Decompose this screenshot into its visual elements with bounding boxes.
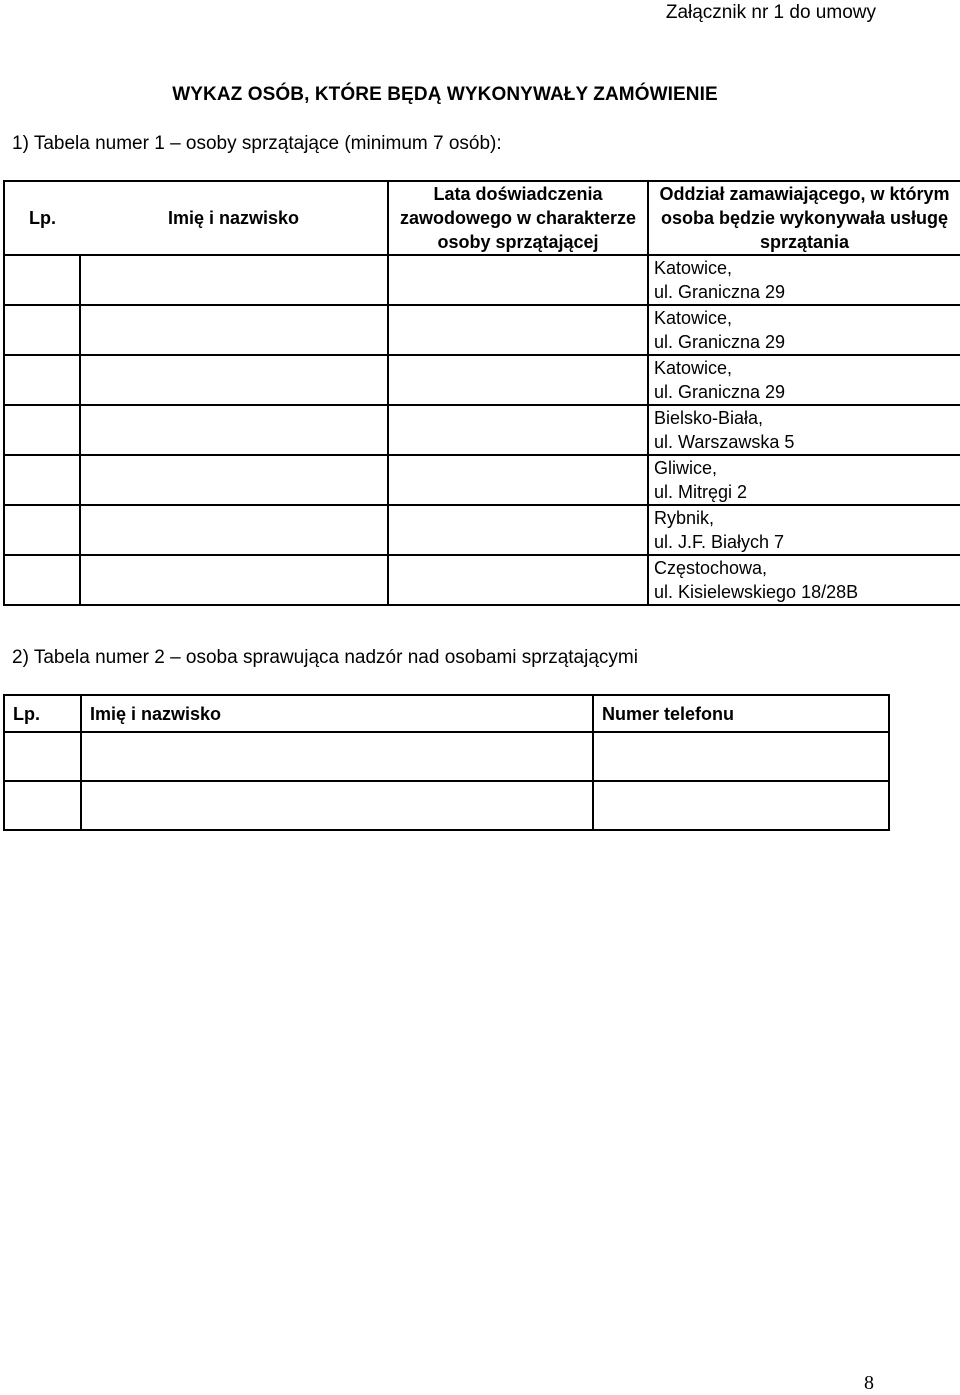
cell-lp[interactable] (4, 455, 80, 505)
annex-label: Załącznik nr 1 do umowy (665, 2, 876, 23)
branch-city: Rybnik, (654, 508, 715, 528)
cell-name[interactable] (81, 781, 593, 830)
cell-name[interactable] (80, 505, 388, 555)
cell-experience[interactable] (388, 255, 648, 305)
branch-city: Częstochowa, (654, 558, 768, 578)
cell-branch (648, 255, 960, 305)
cell-lp[interactable] (4, 555, 80, 605)
cell-name[interactable] (81, 732, 593, 781)
branch-street: ul. Graniczna 29 (654, 382, 786, 402)
cell-branch (648, 555, 960, 605)
cell-lp[interactable] (4, 405, 80, 455)
branch-street: ul. Mitręgi 2 (654, 482, 748, 502)
col-header-name: Imię i nazwisko (80, 181, 388, 255)
table-row (4, 255, 960, 305)
table-row (4, 455, 960, 505)
branch-city: Katowice, (654, 258, 733, 278)
table-row (4, 305, 960, 355)
cell-experience[interactable] (388, 455, 648, 505)
table2-caption: 2) Tabela numer 2 – osoba sprawująca nadzór nad osobami sprzątającymi (12, 647, 638, 668)
table-header-row (4, 181, 960, 255)
cell-lp[interactable] (4, 781, 81, 830)
branch-city: Gliwice, (654, 458, 718, 478)
cell-lp[interactable] (4, 505, 80, 555)
cell-experience[interactable] (388, 405, 648, 455)
supervisor-table (3, 694, 890, 831)
table-row (4, 732, 889, 781)
table-row (4, 555, 960, 605)
cell-branch (648, 305, 960, 355)
branch-street: ul. Graniczna 29 (654, 332, 786, 352)
table-row (4, 505, 960, 555)
branch-city: Bielsko-Biała, (654, 408, 764, 428)
cell-name[interactable] (80, 555, 388, 605)
branch-city: Katowice, (654, 358, 733, 378)
table-header-row (4, 695, 889, 732)
cell-name[interactable] (80, 305, 388, 355)
cell-lp[interactable] (4, 255, 80, 305)
cell-branch (648, 505, 960, 555)
cell-name[interactable] (80, 355, 388, 405)
page-number: 8 (864, 1372, 874, 1394)
branch-street: ul. J.F. Białych 7 (654, 532, 785, 552)
staff-table (3, 180, 960, 606)
branch-street: ul. Warszawska 5 (654, 432, 795, 452)
cell-phone[interactable] (593, 732, 889, 781)
table-row (4, 781, 889, 830)
cell-lp[interactable] (4, 305, 80, 355)
cell-experience[interactable] (388, 305, 648, 355)
cell-experience[interactable] (388, 555, 648, 605)
branch-street: ul. Graniczna 29 (654, 282, 786, 302)
cell-lp[interactable] (4, 732, 81, 781)
cell-phone[interactable] (593, 781, 889, 830)
cell-lp[interactable] (4, 355, 80, 405)
col-header-lp: Lp. (4, 695, 81, 732)
col-header-phone: Numer telefonu (593, 695, 889, 732)
cell-experience[interactable] (388, 505, 648, 555)
cell-name[interactable] (80, 255, 388, 305)
cell-branch (648, 455, 960, 505)
branch-city: Katowice, (654, 308, 733, 328)
table-row (4, 355, 960, 405)
cell-branch (648, 405, 960, 455)
cell-name[interactable] (80, 455, 388, 505)
document-title: WYKAZ OSÓB, KTÓRE BĘDĄ WYKONYWAŁY ZAMÓWIENIE (172, 84, 718, 105)
cell-name[interactable] (80, 405, 388, 455)
col-header-name: Imię i nazwisko (81, 695, 593, 732)
col-header-branch: Oddział zamawiającego, w którym osoba będzie wykonywała usługę sprzątania (648, 181, 960, 255)
cell-experience[interactable] (388, 355, 648, 405)
table-row (4, 405, 960, 455)
cell-branch (648, 355, 960, 405)
table1-caption: 1) Tabela numer 1 – osoby sprzątające (minimum 7 osób): (12, 133, 502, 154)
col-header-lp: Lp. (4, 181, 80, 255)
branch-street: ul. Kisielewskiego 18/28B (654, 582, 859, 602)
col-header-experience: Lata doświadczenia zawodowego w charakterze osoby sprzątającej (388, 181, 648, 255)
